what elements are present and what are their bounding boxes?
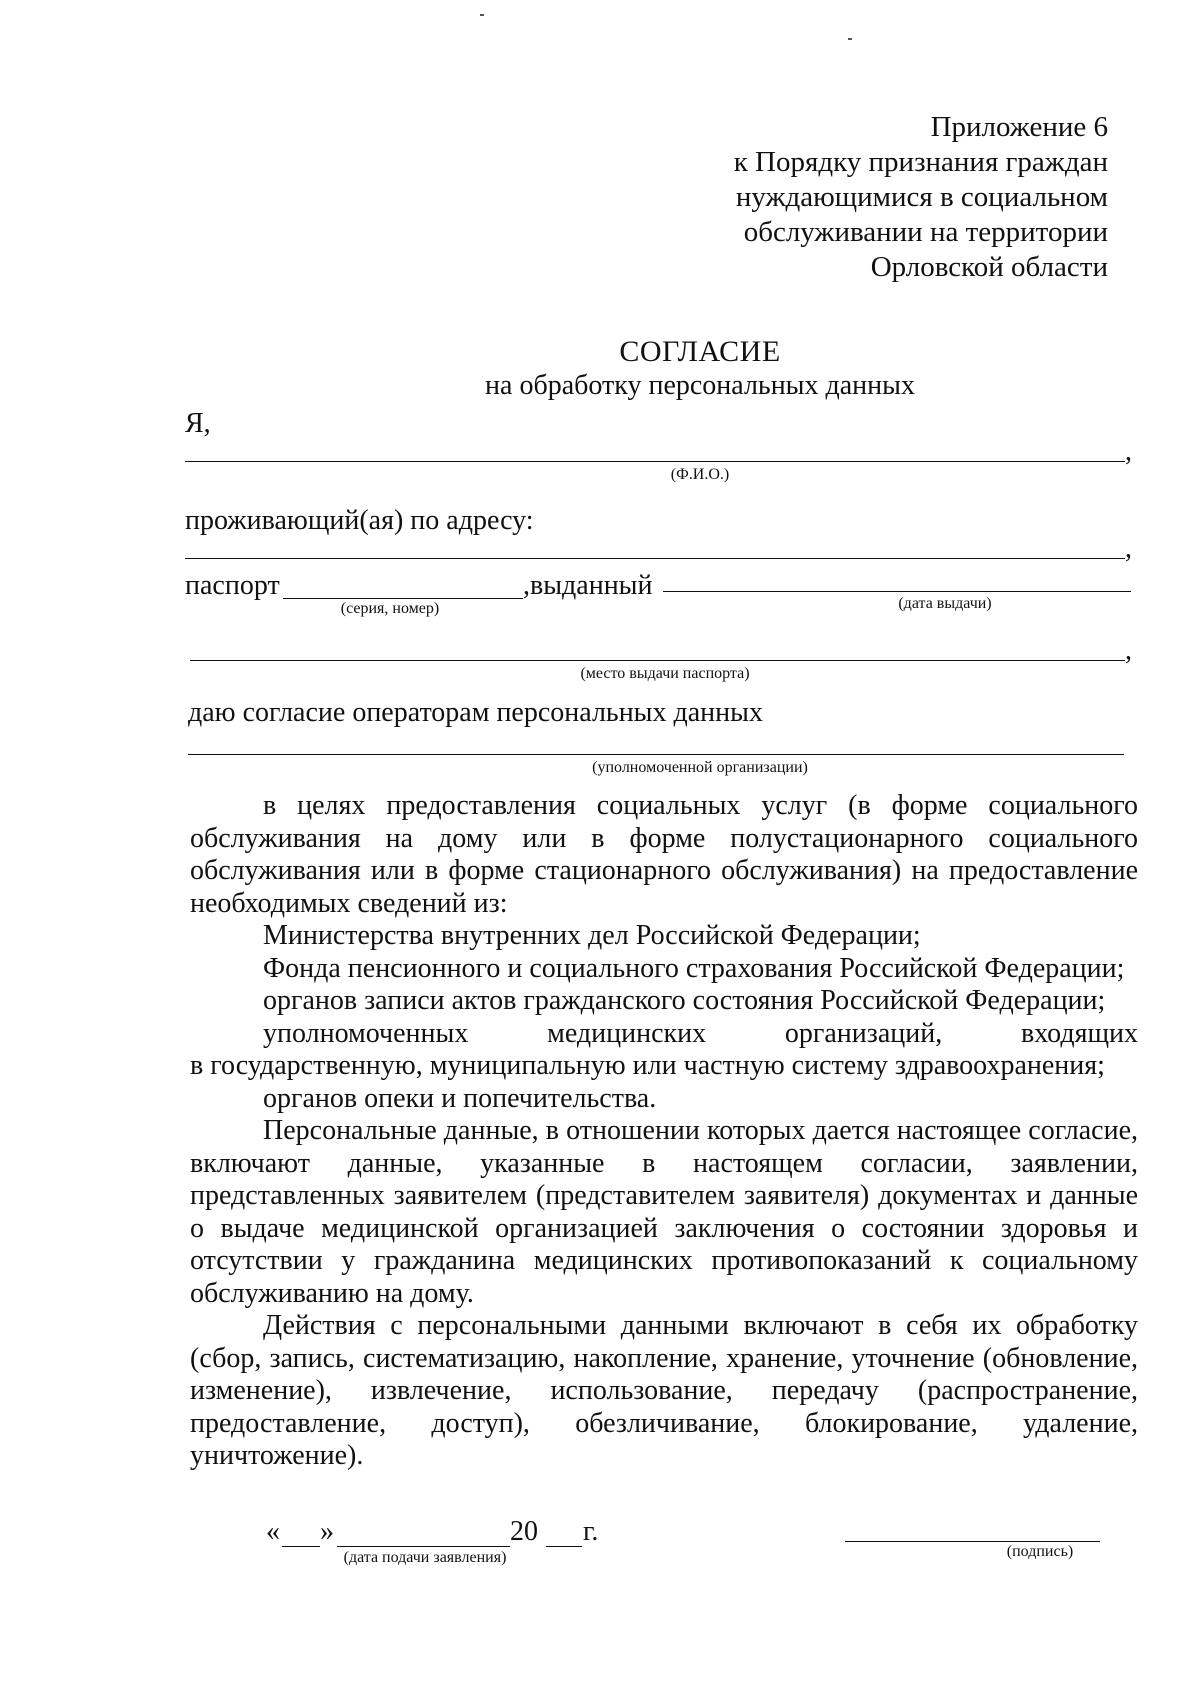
consent-label: даю согласие операторам персональных данных [188,697,763,728]
source-item: Фонда пенсионного и социального страхования Российской Федерации; [263,952,1125,984]
quote-close: » [320,1516,334,1547]
source-item: уполномоченных медицинских организаций, входящих [263,1017,1138,1049]
appendix-block [588,110,1108,285]
org-caption: (уполномоченной организации) [592,759,808,776]
scan-speck [480,14,484,16]
issue-date-line[interactable] [663,591,1131,592]
appendix-line: нуждающимися в социальном [735,181,1108,213]
month-line[interactable] [337,1546,510,1547]
comma: , [1125,635,1132,666]
personal-data-paragraph: Персональные данные, в отношении которых дается настоящее согласие, включают данные, указанные в настоящем согласии, заявлении, представленных заявителем (представителем заявителя) документах и данные о выдаче медицинской организацией заключения о состоянии здоровья и отсутствии у гражданина медицинских противопоказаний к социальному обслуживанию на дому. [190,1115,1138,1309]
issue-place-caption: (место выдачи паспорта) [580,665,750,682]
scan-speck [848,38,852,40]
year-suffix: г. [583,1516,599,1547]
address-line[interactable] [185,558,1125,559]
purpose-paragraph: в целях предоставления социальных услуг (в форме социального обслуживания на дому или в форме полустационарного социального обслуживания или в форме стационарного обслуживания) на предоставление необходимых сведений из: [190,790,1138,919]
source-item-continuation: в государственную, муниципальную или частную систему здравоохранения; [190,1050,1105,1081]
document-title: СОГЛАСИЕ [619,335,781,368]
consent-body [190,790,1138,1473]
date-caption: (дата подачи заявления) [343,1549,507,1566]
source-item: Министерства внутренних дел Российской Федерации; [263,920,921,951]
address-label: проживающий(ая) по адресу: [185,505,534,536]
appendix-line: обслуживании на территории [743,216,1108,248]
quote-open: « [266,1516,280,1547]
actions-paragraph: Действия с персональными данными включают в себя их обработку (сбор, запись, систематизацию, накопление, хранение, уточнение (обновление, изменение), извлечение, использование, передачу (распространение, предоставление, доступ), обезличивание, блокирование, удаление, уничтожение). [190,1310,1138,1471]
source-item: органов опеки и попечительства. [263,1082,657,1114]
fio-caption: (Ф.И.О.) [670,466,730,483]
signature-caption: (подпись) [1006,1543,1074,1560]
passport-number-line[interactable] [283,598,523,599]
comma: , [1125,533,1132,564]
comma: , [1125,436,1132,467]
issued-label: ,выданный [523,570,653,601]
i-label: Я, [185,408,211,439]
day-line[interactable] [282,1546,320,1547]
year-prefix: 20 [510,1516,538,1547]
issue-date-caption: (дата выдачи) [898,595,992,612]
appendix-line: Орловской области [870,251,1108,283]
document-subtitle: на обработку персональных данных [485,370,915,401]
passport-label: паспорт [185,570,280,601]
org-line[interactable] [188,754,1124,755]
issue-place-line[interactable] [190,660,1125,661]
fio-line[interactable] [185,461,1125,462]
source-item: органов записи актов гражданского состояния Российской Федерации; [263,985,1106,1016]
year-line[interactable] [546,1546,582,1547]
signature-line[interactable] [845,1541,1100,1542]
appendix-line: к Порядку признания граждан [733,146,1108,178]
passport-caption: (серия, номер) [340,600,440,617]
appendix-line: Приложение 6 [930,111,1108,143]
